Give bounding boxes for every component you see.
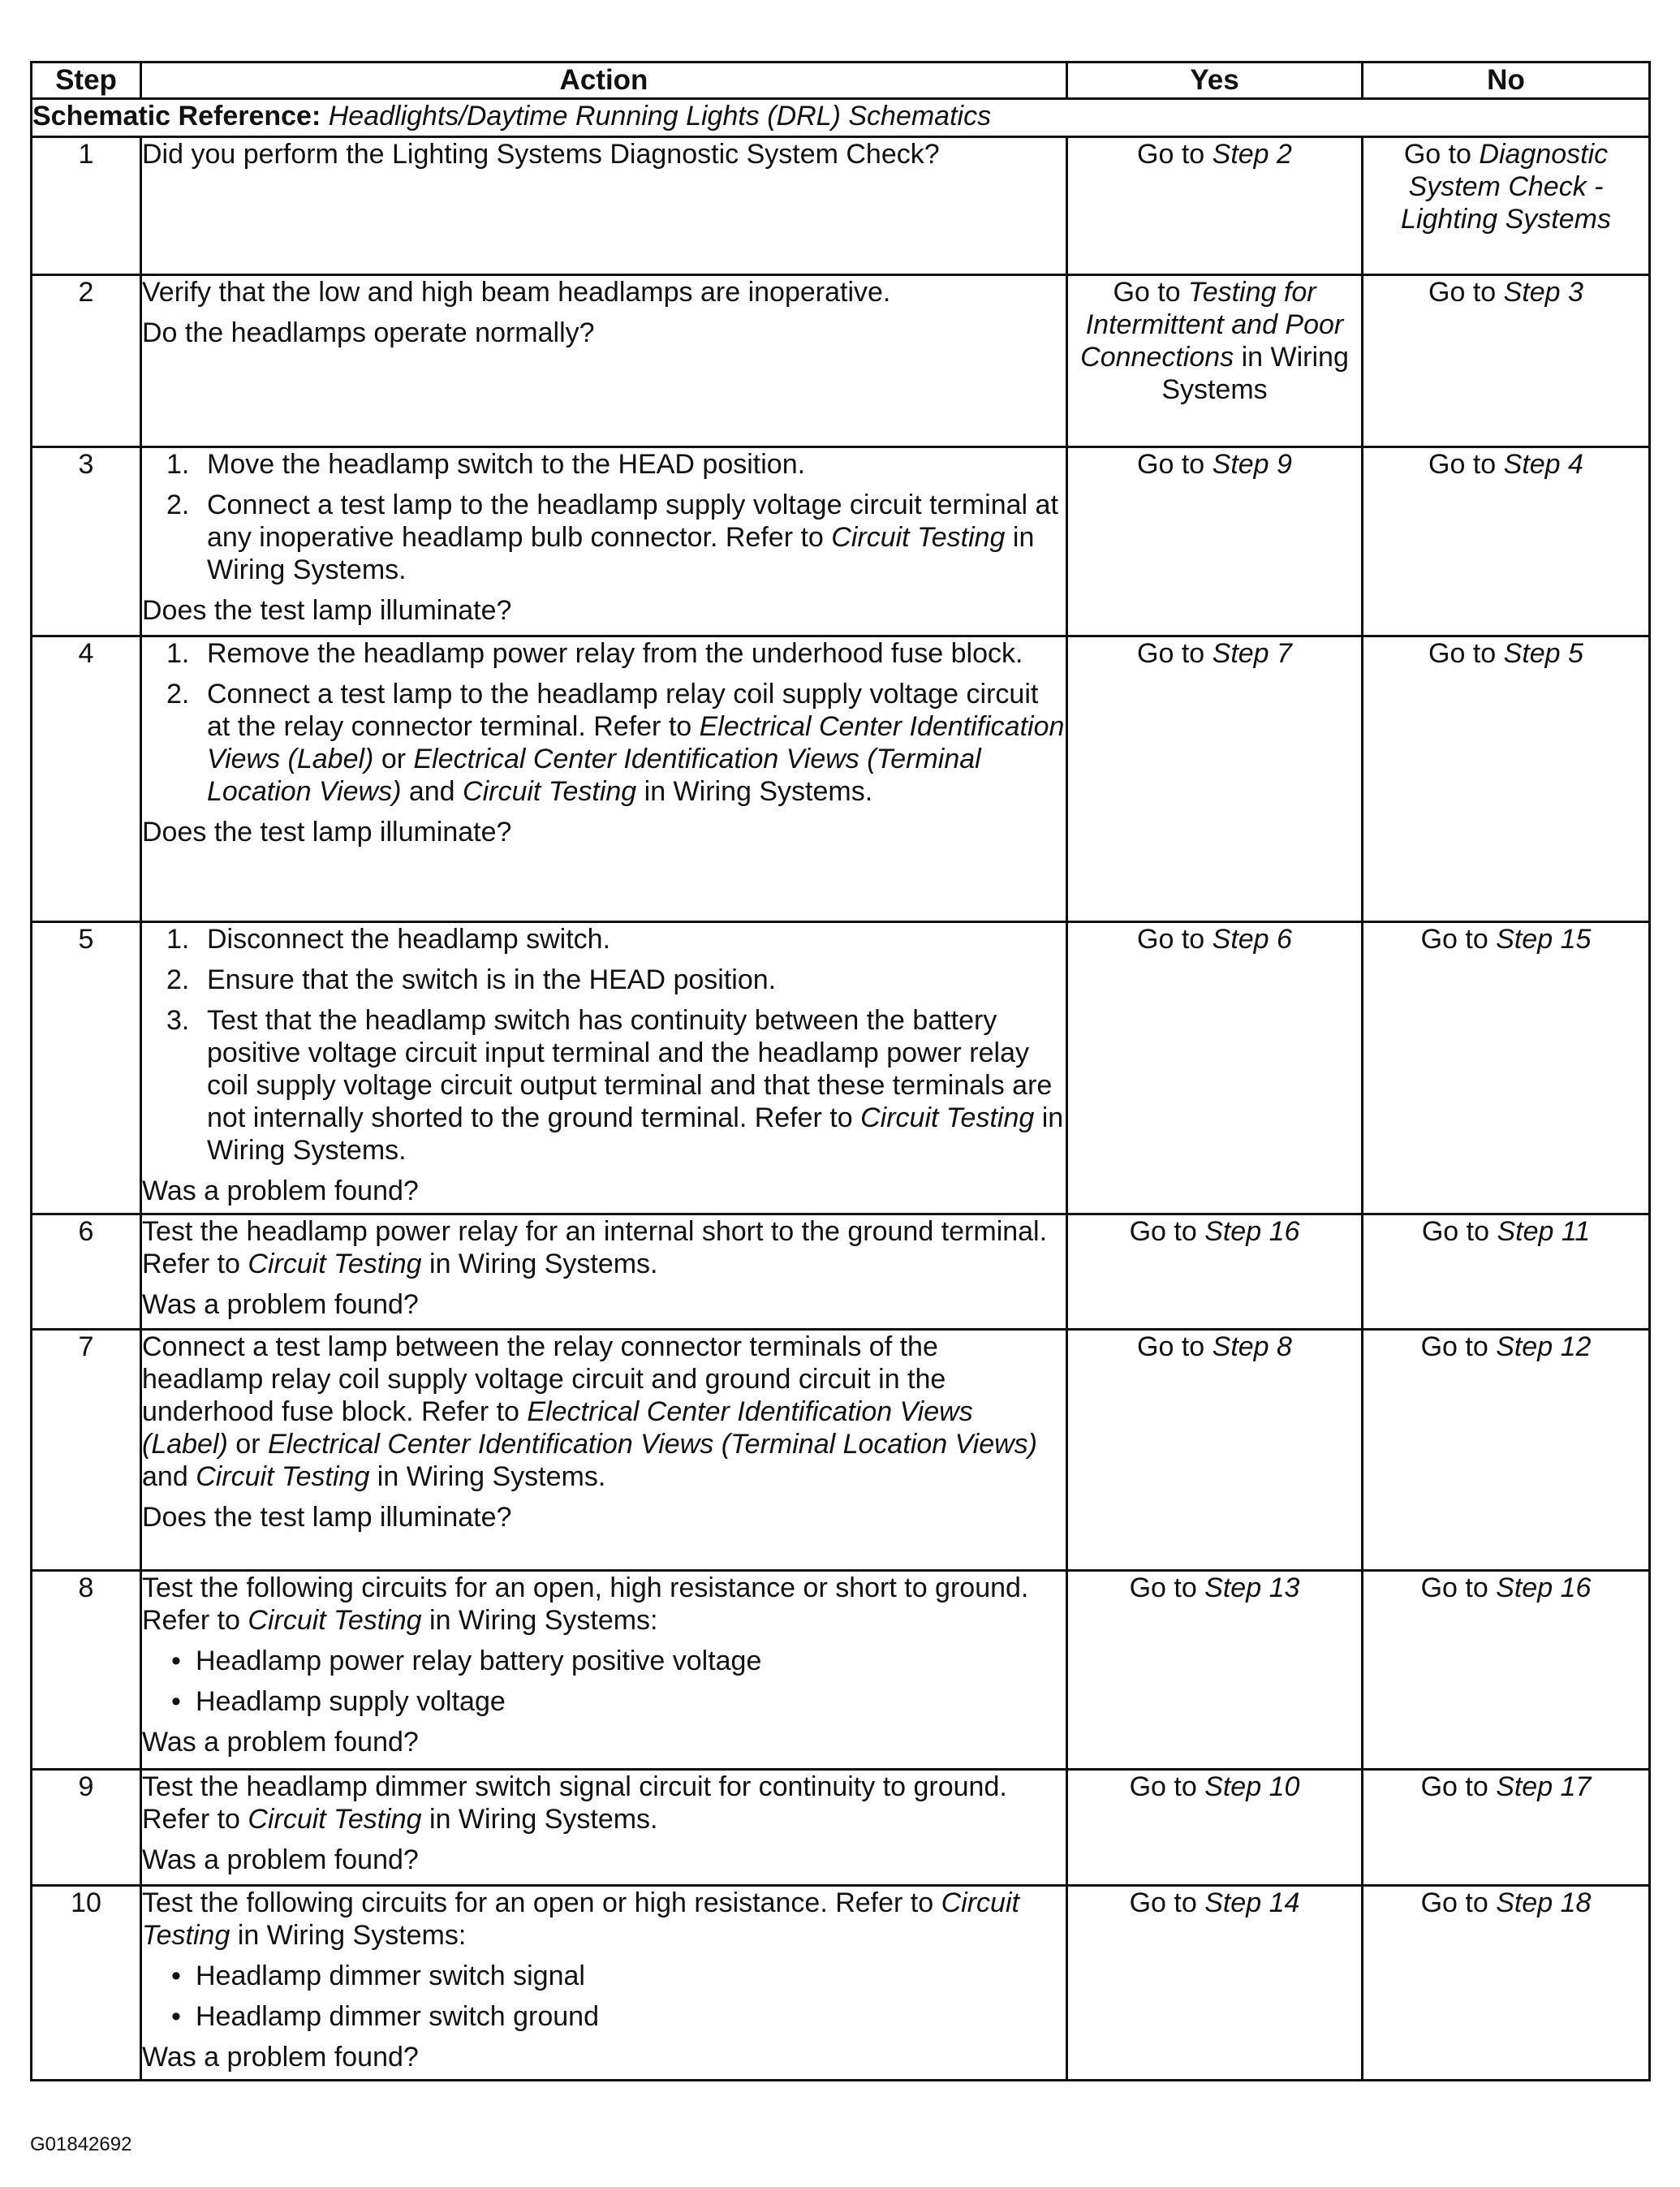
action-cell — [141, 1770, 1067, 1886]
no-prefix: Go to — [1420, 1887, 1497, 1918]
step-number: 2 — [32, 275, 141, 447]
no-prefix: Go to — [1420, 924, 1497, 955]
table-row-step-9 — [32, 1770, 1650, 1886]
action-cell — [141, 137, 1067, 275]
yes-link[interactable]: Testing for Intermittent and Poor Connections — [1080, 277, 1344, 373]
no-link[interactable]: Step 17 — [1496, 1771, 1592, 1802]
no-link[interactable]: Step 11 — [1497, 1216, 1591, 1247]
yes-cell — [1067, 1770, 1363, 1886]
yes-prefix: Go to — [1113, 277, 1189, 308]
no-cell — [1363, 1330, 1650, 1571]
yes-prefix: Go to — [1129, 1887, 1205, 1918]
substep-item: 2. Connect a test lamp to the headlamp supply voltage circuit terminal at any inoperative headlamp bulb connector. Refer to Circuit Testing in Wiring Systems. — [166, 490, 1058, 585]
step-number: 10 — [32, 1886, 141, 2081]
yes-cell — [1067, 922, 1363, 1214]
table-row-step-10 — [32, 1886, 1650, 2081]
no-prefix: Go to — [1420, 1331, 1497, 1362]
action-cell — [141, 1571, 1067, 1770]
reference-link[interactable]: Electrical Center Identification Views (Terminal Location Views) — [207, 744, 981, 807]
action-text: Verify that the low and high beam headlamps are inoperative. — [142, 277, 891, 308]
no-link[interactable]: Step 15 — [1496, 924, 1592, 955]
substep-item: 1. Disconnect the headlamp switch. — [166, 924, 611, 955]
step-number: 8 — [32, 1571, 141, 1770]
yes-cell — [1067, 1886, 1363, 2081]
yes-cell — [1067, 447, 1363, 636]
yes-cell — [1067, 137, 1363, 275]
circuit-list — [142, 1645, 1066, 1718]
no-link[interactable]: Step 16 — [1496, 1572, 1592, 1603]
action-text: Did you perform the Lighting Systems Diagnostic System Check? — [142, 139, 940, 170]
substep-text-tail: in Wiring Systems. — [207, 1102, 1064, 1166]
step-number: 7 — [32, 1330, 141, 1571]
substep-text-tail: in Wiring Systems. — [636, 776, 873, 807]
header-action: Action — [141, 63, 1067, 99]
reference-link[interactable]: Circuit Testing — [142, 1887, 1019, 1951]
list-item: • Headlamp dimmer switch signal — [142, 1960, 1066, 1992]
no-cell — [1363, 1770, 1650, 1886]
yes-prefix: Go to — [1137, 924, 1213, 955]
step-number: 5 — [32, 922, 141, 1214]
substep-list — [142, 923, 1066, 1167]
table-row-step-4 — [32, 636, 1650, 922]
yes-link[interactable]: Step 16 — [1204, 1216, 1300, 1247]
diagnostic-table — [30, 61, 1651, 2081]
action-question: Do the headlamps operate normally? — [142, 317, 595, 348]
yes-prefix: Go to — [1137, 449, 1213, 480]
no-prefix: Go to — [1428, 638, 1504, 669]
action-question: Does the test lamp illuminate? — [142, 817, 512, 848]
substep-text: Test that the headlamp switch has continuity between the battery positive voltage circuit input terminal and the headlamp power relay coil supply voltage circuit output terminal and that these terminals are not internally shorted to the ground terminal. Refer to — [207, 1005, 1053, 1133]
yes-link[interactable]: Step 13 — [1204, 1572, 1300, 1603]
table-row-step-5 — [32, 922, 1650, 1214]
no-link[interactable]: Step 12 — [1496, 1331, 1592, 1362]
table-row-step-8 — [32, 1571, 1650, 1770]
substep-item: 1. Remove the headlamp power relay from the underhood fuse block. — [166, 638, 1023, 669]
schematic-label: Schematic Reference: — [32, 101, 321, 132]
no-link[interactable]: Step 18 — [1496, 1887, 1592, 1918]
action-question: Does the test lamp illuminate? — [142, 1502, 512, 1533]
no-link[interactable]: Step 5 — [1503, 638, 1583, 669]
header-step: Step — [32, 63, 141, 99]
action-cell — [141, 636, 1067, 922]
action-text — [142, 1572, 1066, 1637]
no-cell — [1363, 922, 1650, 1214]
reference-link[interactable]: Circuit Testing — [860, 1102, 1035, 1133]
step-number: 4 — [32, 636, 141, 922]
no-prefix: Go to — [1420, 1572, 1497, 1603]
substep-text: Connect a test lamp to the headlamp relay coil supply voltage circuit at the relay connector terminal. Refer to — [207, 679, 1039, 742]
reference-link[interactable]: Electrical Center Identification Views (Label) — [142, 1396, 973, 1460]
step-number: 9 — [32, 1770, 141, 1886]
circuit-list — [142, 1960, 1066, 2033]
substep-text-mid: or — [373, 744, 414, 774]
list-item: • Headlamp power relay battery positive voltage — [142, 1645, 1066, 1677]
no-cell — [1363, 1886, 1650, 2081]
no-link[interactable]: Step 4 — [1503, 449, 1583, 480]
list-item: • Headlamp dimmer switch ground — [142, 2000, 1066, 2033]
yes-cell — [1067, 1330, 1363, 1571]
table-row-step-3 — [32, 447, 1650, 636]
substep-list — [142, 448, 1066, 586]
reference-link[interactable]: Circuit Testing — [831, 522, 1006, 553]
yes-cell — [1067, 1571, 1363, 1770]
action-cell — [141, 1330, 1067, 1571]
action-cell — [141, 1886, 1067, 2081]
reference-link[interactable]: Circuit Testing — [248, 1249, 422, 1279]
no-cell — [1363, 636, 1650, 922]
action-question: Was a problem found? — [142, 1289, 419, 1320]
yes-cell — [1067, 1214, 1363, 1330]
substep-text-mid: and — [401, 776, 463, 807]
action-text-mid: and — [142, 1461, 196, 1492]
yes-link[interactable]: Step 8 — [1212, 1331, 1292, 1362]
yes-prefix: Go to — [1129, 1572, 1205, 1603]
reference-link[interactable]: Circuit Testing — [248, 1605, 422, 1636]
yes-link[interactable]: Step 2 — [1212, 139, 1292, 170]
figure-id: G01842692 — [30, 2133, 132, 2155]
action-cell — [141, 275, 1067, 447]
reference-link[interactable]: Circuit Testing — [196, 1461, 370, 1492]
action-question: Was a problem found? — [142, 2042, 419, 2073]
yes-prefix: Go to — [1137, 638, 1213, 669]
substep-text: Remove the headlamp power relay from the underhood fuse block. — [207, 638, 1023, 669]
substep-text: Disconnect the headlamp switch. — [207, 924, 611, 955]
action-text-start: Test the headlamp dimmer switch signal circuit for continuity to ground. Refer to — [142, 1771, 1007, 1835]
no-link[interactable]: Step 3 — [1503, 277, 1583, 308]
no-prefix: Go to — [1428, 449, 1504, 480]
action-text-start: Connect a test lamp between the relay connector terminals of the headlamp relay coil supply voltage circuit and ground circuit in the underhood fuse block. Refer to — [142, 1331, 946, 1427]
table-row-step-1 — [32, 137, 1650, 275]
yes-suffix: in Wiring Systems — [1161, 342, 1349, 405]
yes-prefix: Go to — [1129, 1771, 1205, 1802]
step-number: 3 — [32, 447, 141, 636]
no-cell — [1363, 447, 1650, 636]
no-cell — [1363, 137, 1650, 275]
yes-link[interactable]: Step 10 — [1204, 1771, 1300, 1802]
schematic-reference — [32, 99, 1650, 137]
action-text-mid: or — [227, 1429, 268, 1460]
yes-prefix: Go to — [1137, 1331, 1213, 1362]
header-row — [32, 63, 1650, 99]
reference-link[interactable]: Electrical Center Identification Views (Terminal Location Views) — [267, 1429, 1038, 1460]
action-text-tail: in Wiring Systems: — [230, 1920, 467, 1951]
action-text-tail: in Wiring Systems. — [369, 1461, 606, 1492]
yes-cell — [1067, 275, 1363, 447]
substep-text: Ensure that the switch is in the HEAD position. — [207, 964, 777, 995]
no-prefix: Go to — [1421, 1216, 1497, 1247]
no-cell — [1363, 1214, 1650, 1330]
action-cell — [141, 922, 1067, 1214]
header-no: No — [1363, 63, 1650, 99]
action-question: Does the test lamp illuminate? — [142, 595, 512, 626]
substep-item: 1. Move the headlamp switch to the HEAD position. — [166, 449, 806, 480]
action-cell — [141, 447, 1067, 636]
substep-item: 2. Connect a test lamp to the headlamp relay coil supply voltage circuit at the relay connector terminal. Refer to Electrical Center Identification Views (Label) or Electrical Center Identification Views (Terminal Location Views) and Circuit Testing in Wiring Systems. — [166, 679, 1065, 807]
schematic-row — [32, 99, 1650, 137]
step-number: 6 — [32, 1214, 141, 1330]
no-prefix: Go to — [1403, 139, 1480, 170]
action-question: Was a problem found? — [142, 1727, 419, 1758]
action-question: Was a problem found? — [142, 1844, 419, 1875]
reference-link[interactable]: Circuit Testing — [248, 1804, 422, 1835]
action-text-start: Test the following circuits for an open, high resistance or short to ground. Refer to — [142, 1572, 1029, 1636]
substep-text: Connect a test lamp to the headlamp supply voltage circuit terminal at any inoperative headlamp bulb connector. Refer to — [207, 490, 1058, 553]
header-yes: Yes — [1067, 63, 1363, 99]
list-item: • Headlamp supply voltage — [142, 1685, 1066, 1718]
substep-list — [142, 637, 1066, 808]
table-row-step-7 — [32, 1330, 1650, 1571]
action-text — [142, 1771, 1066, 1835]
yes-link[interactable]: Step 9 — [1212, 449, 1292, 480]
table-row-step-2 — [32, 275, 1650, 447]
action-question: Was a problem found? — [142, 1175, 419, 1206]
action-text — [142, 1215, 1066, 1280]
no-link[interactable]: Diagnostic System Check - Lighting Systems — [1401, 139, 1611, 235]
table-row-step-6 — [32, 1214, 1650, 1330]
action-text-tail: in Wiring Systems: — [421, 1605, 658, 1636]
action-text-tail: in Wiring Systems. — [421, 1804, 658, 1835]
yes-prefix: Go to — [1137, 139, 1213, 170]
reference-link[interactable]: Electrical Center Identification Views (Label) — [207, 711, 1065, 774]
no-cell — [1363, 275, 1650, 447]
action-text — [142, 1331, 1066, 1493]
action-text — [142, 1887, 1066, 1952]
yes-cell — [1067, 636, 1363, 922]
yes-prefix: Go to — [1129, 1216, 1205, 1247]
no-cell — [1363, 1571, 1650, 1770]
action-text-tail: in Wiring Systems. — [421, 1249, 658, 1279]
action-text-start: Test the headlamp power relay for an internal short to the ground terminal. Refer to — [142, 1216, 1048, 1279]
yes-link[interactable]: Step 6 — [1212, 924, 1292, 955]
schematic-link[interactable]: Headlights/Daytime Running Lights (DRL) Schematics — [328, 101, 992, 132]
action-text-start: Test the following circuits for an open or high resistance. Refer to — [142, 1887, 941, 1918]
reference-link[interactable]: Circuit Testing — [463, 776, 637, 807]
step-number: 1 — [32, 137, 141, 275]
substep-text: Move the headlamp switch to the HEAD position. — [207, 449, 806, 480]
substep-item: 3. Test that the headlamp switch has continuity between the battery positive voltage circuit input terminal and the headlamp power relay coil supply voltage circuit output terminal and that these terminals are not internally shorted to the ground terminal. Refer to Circuit Testing in Wiring Systems. — [166, 1005, 1064, 1166]
yes-link[interactable]: Step 14 — [1204, 1887, 1300, 1918]
no-prefix: Go to — [1428, 277, 1504, 308]
substep-item: 2. Ensure that the switch is in the HEAD position. — [166, 964, 777, 995]
yes-link[interactable]: Step 7 — [1212, 638, 1292, 669]
no-prefix: Go to — [1420, 1771, 1497, 1802]
action-cell — [141, 1214, 1067, 1330]
substep-text-tail: in Wiring Systems. — [207, 522, 1035, 585]
